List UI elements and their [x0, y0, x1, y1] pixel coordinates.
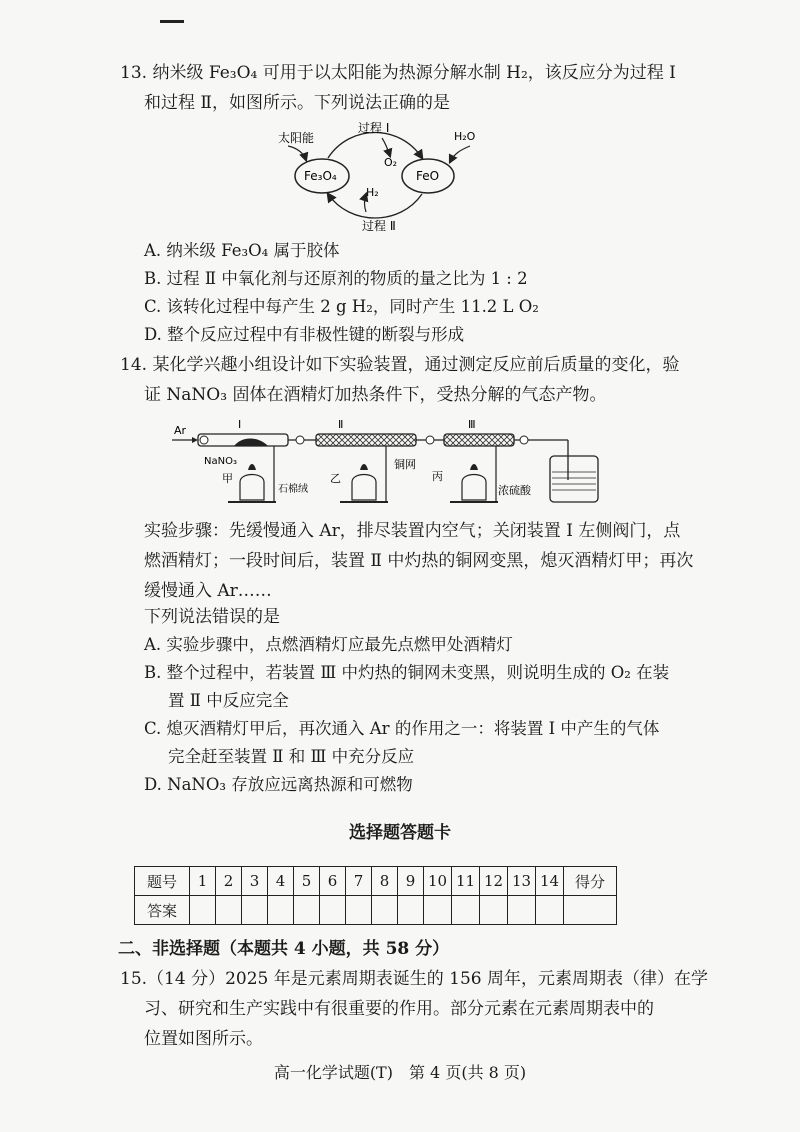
process2-label: 过程 Ⅱ: [362, 219, 396, 233]
q13-stem-line1: 13. 纳米级 Fe₃O₄ 可用于以太阳能为热源分解水制 H₂，该反应分为过程 Ⅰ: [120, 63, 676, 83]
number-cell: 7: [346, 867, 372, 896]
number-cell: 8: [372, 867, 398, 896]
q14-stem-line2: 证 NaNO₃ 固体在酒精灯加热条件下，受热分解的气态产物。: [144, 385, 607, 405]
q14-ask: 下列说法错误的是: [144, 607, 280, 627]
number-cell: 9: [398, 867, 424, 896]
answer-cell[interactable]: [216, 896, 242, 925]
number-cell: 14: [536, 867, 564, 896]
solar-arrow: [288, 146, 306, 160]
score-cell[interactable]: [564, 896, 617, 925]
q14-option-b-line1: B. 整个过程中，若装置 Ⅲ 中灼热的铜网未变黑，则说明生成的 O₂ 在装: [144, 663, 670, 682]
answer-cell[interactable]: [480, 896, 508, 925]
answer-cell[interactable]: [452, 896, 480, 925]
burner-yi-label: 乙: [330, 472, 341, 485]
q14-step-line3: 缓慢通入 Ar……: [144, 581, 272, 601]
tube-3: [444, 434, 514, 446]
answer-cell[interactable]: [320, 896, 346, 925]
number-cell: 4: [268, 867, 294, 896]
number-cell: 2: [216, 867, 242, 896]
nano3-label: NaNO₃: [204, 456, 237, 467]
wash-bottle: [550, 456, 598, 502]
q15-line1: 15.（14 分）2025 年是元素周期表诞生的 156 周年，元素周期表（律）在学: [120, 969, 708, 989]
number-cell: 3: [242, 867, 268, 896]
burner-jia: [228, 446, 276, 502]
answer-cell[interactable]: [398, 896, 424, 925]
answer-card-title: 选择题答题卡: [349, 823, 451, 843]
acid-label: 浓硫酸: [498, 484, 531, 497]
answer-cell[interactable]: [190, 896, 216, 925]
q14-apparatus-diagram: [168, 410, 618, 510]
answer-card-answer-row: [135, 896, 617, 925]
q14-option-c-line1: C. 熄灭酒精灯甲后，再次通入 Ar 的作用之一：将装置 Ⅰ 中产生的气体: [144, 719, 660, 738]
number-cell: 11: [452, 867, 480, 896]
cotton-label: 石棉绒: [278, 484, 308, 495]
number-cell: 6: [320, 867, 346, 896]
tube-2: [316, 434, 416, 446]
burner-bing-label: 丙: [432, 470, 443, 483]
score-head: 得分: [564, 867, 617, 896]
q13-option-c: C. 该转化过程中每产生 2 g H₂，同时产生 11.2 L O₂: [144, 297, 539, 316]
q15-line2: 习、研究和生产实践中有很重要的作用。部分元素在元素周期表中的: [144, 999, 654, 1019]
number-cell: 10: [424, 867, 452, 896]
nano3-sample: [234, 439, 268, 447]
answer-row-head: 答案: [135, 896, 190, 925]
number-cell: 13: [508, 867, 536, 896]
o2-label: O₂: [384, 156, 398, 169]
burner-bing: [450, 446, 498, 502]
answer-cell[interactable]: [424, 896, 452, 925]
h2o-arrow: [450, 146, 470, 162]
fe3o4-label: Fe₃O₄: [304, 169, 337, 183]
feo-label: FeO: [416, 169, 440, 183]
answer-cell[interactable]: [536, 896, 564, 925]
copper-label: 铜网: [394, 458, 416, 471]
answer-cell[interactable]: [508, 896, 536, 925]
answer-cell[interactable]: [346, 896, 372, 925]
q15-line3: 位置如图所示。: [144, 1029, 263, 1049]
answer-cell[interactable]: [294, 896, 320, 925]
q13-stem-line2: 和过程 Ⅱ，如图所示。下列说法正确的是: [144, 93, 450, 113]
q14-step-line2: 燃酒精灯；一段时间后，装置 Ⅱ 中灼热的铜网变黑，熄灭酒精灯甲；再次: [144, 551, 694, 571]
q14-option-c-line2: 完全赶至装置 Ⅱ 和 Ⅲ 中充分反应: [168, 747, 415, 766]
answer-cell[interactable]: [372, 896, 398, 925]
q13-option-a: A. 纳米级 Fe₃O₄ 属于胶体: [144, 241, 340, 260]
burner-jia-label: 甲: [222, 472, 233, 485]
solar-label: 太阳能: [278, 131, 315, 145]
answer-cell[interactable]: [268, 896, 294, 925]
answer-card-table: [134, 866, 617, 925]
number-cell: 5: [294, 867, 320, 896]
q14-option-b-line2: 置 Ⅱ 中反应完全: [168, 691, 289, 710]
tube-1-label: Ⅰ: [238, 418, 242, 431]
q14-option-a: A. 实验步骤中，点燃酒精灯应最先点燃甲处酒精灯: [144, 635, 513, 654]
scan-mark: [160, 20, 184, 23]
burner-yi: [340, 446, 388, 502]
number-cell: 1: [190, 867, 216, 896]
o2-arrow: [382, 138, 390, 156]
page-footer: 高一化学试题(T) 第 4 页(共 8 页): [273, 1063, 527, 1082]
section-2-heading: 二、非选择题（本题共 4 小题，共 58 分）: [118, 939, 450, 959]
answer-card-number-row: [135, 867, 617, 896]
h2-label: H₂: [366, 186, 379, 199]
tube-3-label: Ⅲ: [468, 418, 476, 431]
q14-stem-line1: 14. 某化学兴趣小组设计如下实验装置，通过测定反应前后质量的变化，验: [120, 355, 680, 375]
answer-cell[interactable]: [242, 896, 268, 925]
number-row-head: 题号: [135, 867, 190, 896]
q13-cycle-diagram: [270, 118, 530, 234]
process1-arrow: [328, 133, 422, 159]
q14-option-d: D. NaNO₃ 存放应远离热源和可燃物: [144, 775, 413, 794]
q13-option-d: D. 整个反应过程中有非极性键的断裂与形成: [144, 325, 465, 344]
tube-2-label: Ⅱ: [338, 418, 344, 431]
ar-label: Ar: [174, 424, 187, 437]
q14-step-line1: 实验步骤：先缓慢通入 Ar，排尽装置内空气；关闭装置 Ⅰ 左侧阀门，点: [144, 521, 681, 541]
number-cell: 12: [480, 867, 508, 896]
q13-option-b: B. 过程 Ⅱ 中氧化剂与还原剂的物质的量之比为 1 : 2: [144, 269, 528, 288]
h2o-label: H₂O: [454, 130, 476, 143]
process1-label: 过程 Ⅰ: [358, 121, 390, 135]
